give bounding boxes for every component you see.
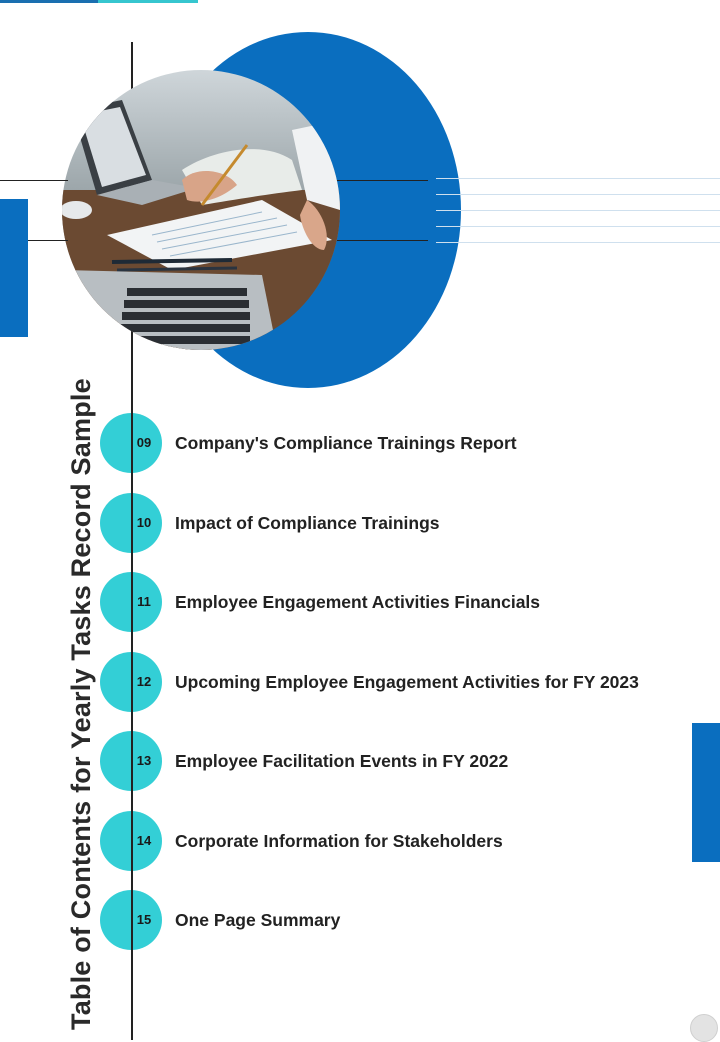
item-number: 09: [136, 435, 152, 450]
connector-line: [0, 180, 68, 181]
left-blue-tab: [0, 199, 28, 337]
toc-item[interactable]: [100, 652, 700, 712]
item-number: 10: [136, 515, 152, 530]
item-number: 13: [136, 753, 152, 768]
item-label: Upcoming Employee Engagement Activities for FY 2023: [175, 672, 639, 692]
connector-line: [337, 180, 428, 181]
item-number: 11: [137, 594, 151, 609]
page-title: Table of Contents for Yearly Tasks Record Sample: [66, 378, 96, 1030]
connector-line: [28, 240, 68, 241]
decorative-line: [436, 210, 720, 211]
decorative-line: [436, 226, 720, 227]
toc-item[interactable]: [100, 493, 700, 553]
item-label: Corporate Information for Stakeholders: [175, 831, 503, 851]
decorative-line: [436, 178, 720, 179]
toc-item[interactable]: [100, 572, 700, 632]
item-number: 12: [136, 674, 152, 689]
item-label: Impact of Compliance Trainings: [175, 513, 440, 533]
decorative-line: [436, 242, 720, 243]
item-label: Company's Compliance Trainings Report: [175, 433, 517, 453]
top-accent-bar-light: [98, 0, 198, 3]
toc-item[interactable]: [100, 811, 700, 871]
toc-item[interactable]: [100, 890, 700, 950]
item-number: 15: [136, 912, 152, 927]
decorative-line: [436, 194, 720, 195]
connector-line: [337, 240, 428, 241]
item-label: Employee Facilitation Events in FY 2022: [175, 751, 509, 771]
item-number: 14: [136, 833, 152, 848]
top-accent-bar-dark: [0, 0, 98, 3]
toc-item[interactable]: [100, 731, 700, 791]
item-label: Employee Engagement Activities Financials: [175, 592, 541, 612]
item-label: One Page Summary: [175, 910, 341, 930]
page-indicator: [690, 1014, 718, 1042]
toc-item[interactable]: [100, 413, 700, 473]
office-photo: [62, 70, 340, 350]
